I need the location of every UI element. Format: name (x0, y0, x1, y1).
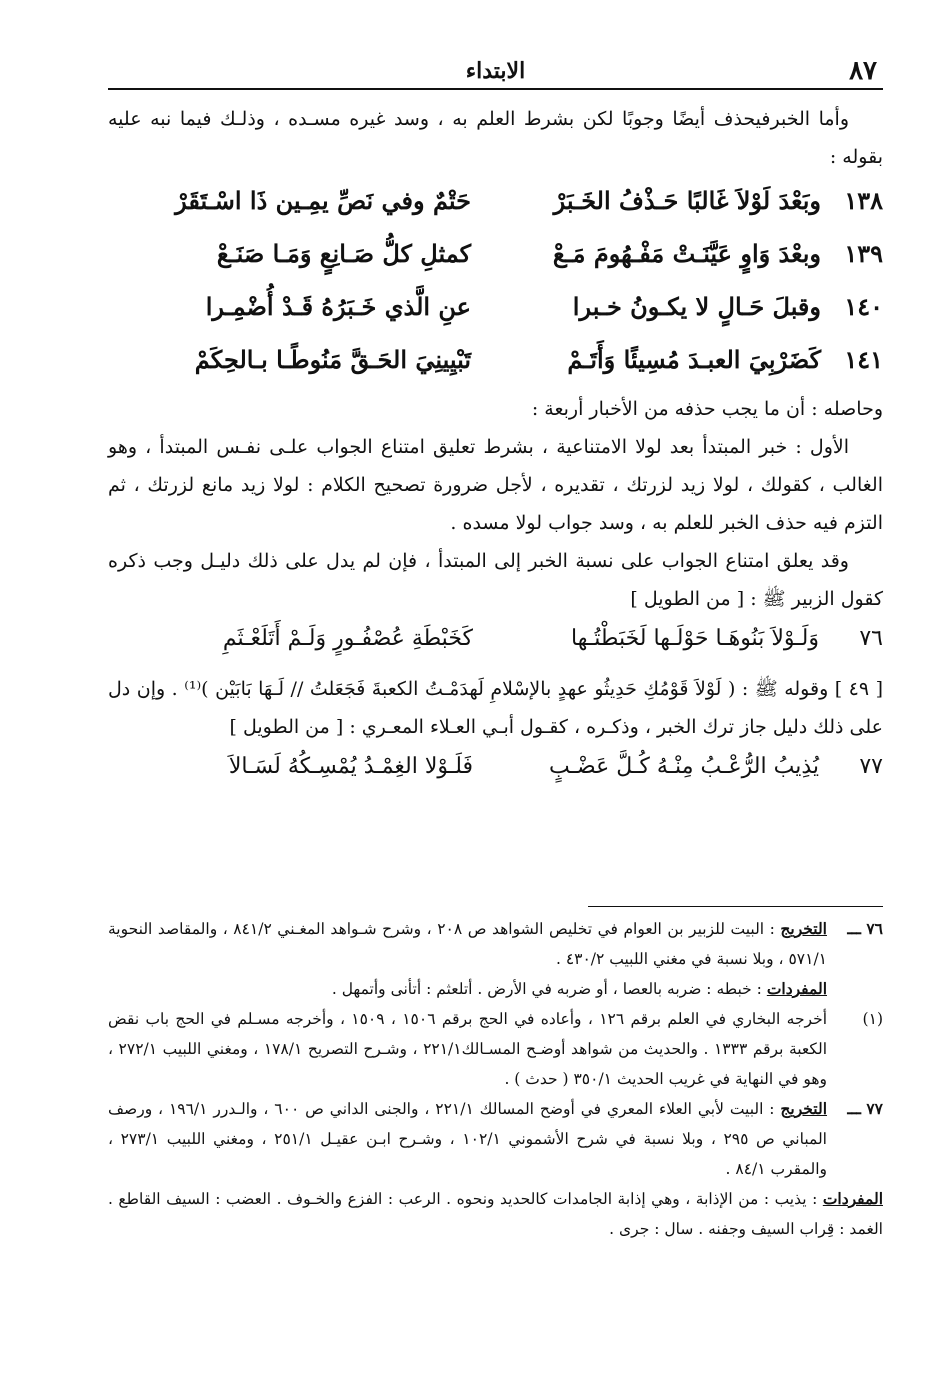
main-text (108, 100, 883, 798)
verse-row (108, 231, 883, 284)
verse-second-hemistich: حَتْمٌ وفي نَصِّ يمِـين ذَا اسْـتَقَرْ (175, 186, 471, 215)
verse-number: ١٣٩ (844, 239, 883, 268)
footnote-1 (108, 1004, 883, 1094)
page-number: ٨٧ (849, 56, 877, 86)
takhrij-text: : البيت للزبير بن العوام في تخليص الشواهد ص ٢٠٨ ، وشرح شـواهد المغـني ٨٤١/٢ ، والمقاصد النحوية ٥٧١/١ ، وبلا نسبة في مغني اللبيب ٤٣٠/٢ . (108, 920, 827, 968)
hadith-paragraph: [ ٤٩ ] وقوله ﷺ : ( لَوْلاَ قَوْمُكِ حَدِيثُو عهدٍ بالإسْلامِ لَهدَمْـتُ الكعبةَ فَجَعَلتُ // لَـهَا بَابَيْن )⁽¹⁾ . وإن دل على ذلك دليل جاز ترك الخبر ، وذكـره ، كقـول أبـي العـلاء المعـري : [ من الطويل ] (108, 678, 884, 738)
takhrij-tag: التخريج (780, 919, 827, 938)
takhrij-tag: التخريج (780, 1099, 828, 1118)
mufradat-text: : يذيب : من الإذابة ، وهي إذابة الجامدات كالحديد ونحوه . الرعب : الفزع والخـوف . العضب : السيف القاطع . الغمد : قِراب السيف وجفنه . سال : جرى . (108, 1190, 883, 1238)
footnote-label: ٧٧ ـــ (847, 1099, 883, 1118)
footnote-label: (١) (862, 1010, 883, 1028)
footnote-separator (588, 906, 883, 907)
verse-number: ١٤٠ (844, 292, 883, 321)
verse-row (108, 284, 883, 337)
shahid-number: ٧٧ (859, 754, 883, 779)
running-header (108, 50, 883, 90)
verse-second-hemistich: كمثلِ كلُّ صَـانِعٍ وَمَـا صَنَـعْ (216, 239, 471, 268)
shahid-number: ٧٦ (859, 626, 883, 651)
intro-paragraph: وأما الخبرفيحذف أيضًا وجوبًا لكن بشرط العلم به ، وسد غيره مسـده ، وذلـك فيما نبه عليه بقوله : (108, 108, 883, 168)
mufradat-text: : خبطه : ضربه بالعصا ، أو ضربه في الأرض . أتلعثم : أتأنى وأتمهل . (331, 980, 762, 998)
footnote-text: أخرجه البخاري في العلم برقم ١٢٦ ، وأعاده في الحج برقم ١٥٠٦ ، ١٥٠٩ ، وأخرجه مسـلم في الحج باب نقض الكعبة برقم ١٣٣٣ . والحديث من شواهد أوضـح المسـالك٢٢١/١ ، وشـرح التصريح ١٧٨/١ ، ومغني اللبيب ٢٧٢/١ ، وهو في النهاية في غريب الحديث ٣٥٠/١ ( حدث ) . (108, 1010, 828, 1088)
verse-number: ١٤١ (844, 345, 883, 374)
verse-number: ١٣٨ (844, 186, 883, 215)
verse-first-hemistich: كَضَرْبِيَ العبـدَ مُسِيئًا وَأَتَـمْ (567, 345, 821, 374)
verse-first-hemistich: وبعْدَ وَاوٍ عَيَّنَـتْ مَفْـهُومَ مَـعْ (552, 239, 821, 268)
running-title: الابتداء (465, 58, 526, 84)
verse-first-hemistich: وقبلَ حَـالٍ لا يكـونُ خـبرا (572, 292, 821, 321)
verse-second-hemistich: عنِ الَّذي خَـبَرُهُ قَـدْ أُضْمِـرا (205, 292, 471, 321)
footnote-76-vocabulary (108, 974, 883, 1004)
verse-second-hemistich: تَبْيِينِيَ الحَـقَّ مَنُوطًـا بـالحِكَمْ (194, 345, 471, 374)
shahid-verse-76 (108, 618, 883, 670)
summary-paragraph: وحاصله : أن ما يجب حذفه من الأخبار أربعة : (531, 398, 883, 420)
shahid-first-hemistich: يُذِيبُ الرُّعْـبُ مِنْـهُ كُـلَّ عَضْـبٍ (549, 754, 819, 779)
footnote-77 (108, 1094, 883, 1184)
verse-row (108, 337, 883, 390)
mufradat-tag: المفردات (822, 1189, 883, 1208)
footnote-76 (108, 914, 883, 974)
first-case-paragraph: الأول : خبر المبتدأ بعد لولا الامتناعية ، بشرط تعليق امتناع الجواب علـى نفـس المبتدأ ، وهو الغالب ، كقولك ، لولا زيد لزرتك ، تقديره ، لأجل ضرورة تصحيح الكلام : لولا زيد مانع لزرتك ، ثم التزم فيه حذف الخبر للعلم به ، وسد جواب لولا مسده . (108, 436, 883, 534)
shahid-second-hemistich: فَلَـوْلا الغِمْـدُ يُمْسِـكُهُ لَسَـالاَ (228, 754, 473, 779)
verse-row (108, 178, 883, 231)
takhrij-text: : البيت لأبي العلاء المعري في أوضح المسالك ٢٢١/١ ، والجنى الداني ص ٦٠٠ ، والـدرر ١٩٦/١ ، ورصف المباني ص ٢٩٥ ، وبلا نسبة في شرح الأشموني ١٠٢/١ ، وشـرح ابـن عقيـل ٢٥١/١ ، ومغني اللبيب ٢٧٣/١ ، والمقرب ٨٤/١ . (108, 1100, 827, 1178)
shahid-first-hemistich: وَلَـوْلاَ بَنُوهَـا حَوْلَـها لَخَبَطْتُـها (570, 626, 819, 651)
shahid-verse-77 (108, 746, 883, 798)
alfiyya-verses (108, 178, 883, 390)
footnotes (108, 914, 883, 1244)
shahid-second-hemistich: كَخَبْطَةِ عُصْفُـورٍ وَلَـمْ أَتَلَعْـثَمِ (222, 626, 473, 651)
second-case-paragraph: وقد يعلق امتناع الجواب على نسبة الخبر إلى المبتدأ ، فإن لم يدل على ذلك دليـل وجب ذكره كقول الزبير ﷺ : [ من الطويل ] (108, 550, 883, 610)
verse-first-hemistich: وبَعْدَ لَوْلاَ غَالبًا حَـذْفُ الخَـبَرْ (553, 186, 821, 215)
footnote-label: ٧٦ ـــ (847, 919, 883, 938)
mufradat-tag: المفردات (766, 979, 827, 998)
footnote-77-vocabulary (108, 1184, 883, 1244)
